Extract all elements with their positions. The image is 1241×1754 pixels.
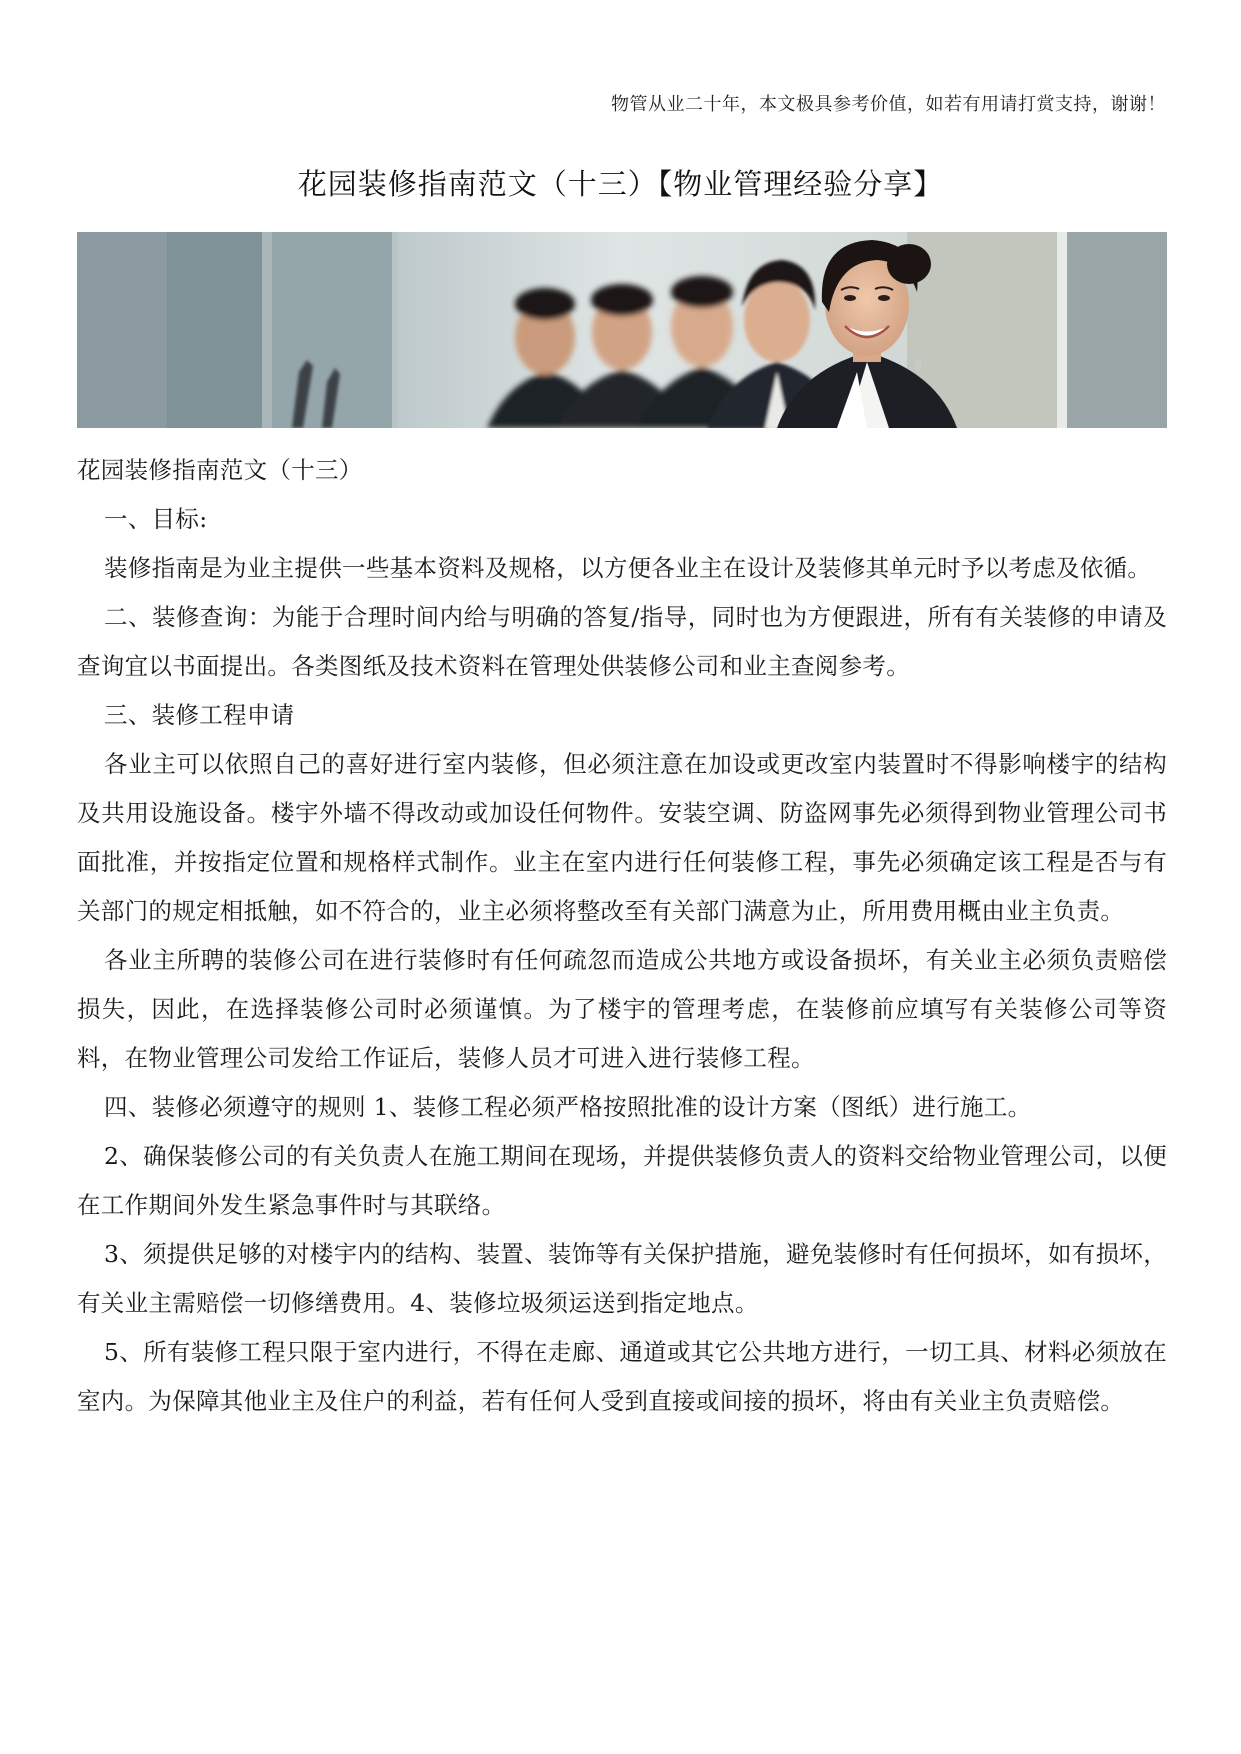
body-subtitle: 花园装修指南范文（十三） bbox=[77, 456, 363, 484]
paragraph: 三、装修工程申请 bbox=[104, 701, 295, 729]
banner-image bbox=[77, 232, 1167, 428]
document-title: 花园装修指南范文（十三）【物业管理经验分享】 bbox=[297, 167, 944, 201]
paragraph: 2、确保装修公司的有关负责人在施工期间在现场，并提供装修负责人的资料交给物业管理公司，以便在工作期间外发生紧急事件时与其联络。 bbox=[77, 1142, 1167, 1219]
document-body bbox=[77, 446, 1167, 1426]
paragraph: 装修指南是为业主提供一些基本资料及规格，以方便各业主在设计及装修其单元时予以考虑及依循。 bbox=[104, 554, 1152, 582]
paragraph: 二、装修查询：为能于合理时间内给与明确的答复/指导，同时也为方便跟进，所有有关装修的申请及查询宜以书面提出。各类图纸及技术资料在管理处供装修公司和业主查阅参考。 bbox=[77, 603, 1167, 680]
paragraph: 一、目标: bbox=[104, 505, 208, 533]
paragraph: 各业主所聘的装修公司在进行装修时有任何疏忽而造成公共地方或设备损坏，有关业主必须负责赔偿损失，因此，在选择装修公司时必须谨慎。为了楼宇的管理考虑，在装修前应填写有关装修公司等资料，在物业管理公司发给工作证后，装修人员才可进入进行装修工程。 bbox=[77, 946, 1167, 1072]
business-team-photo-icon bbox=[77, 232, 1167, 428]
paragraph: 各业主可以依照自己的喜好进行室内装修，但必须注意在加设或更改室内装置时不得影响楼宇的结构及共用设施设备。楼宇外墙不得改动或加设任何物件。安装空调、防盗网事先必须得到物业管理公司书面批准，并按指定位置和规格样式制作。业主在室内进行任何装修工程，事先必须确定该工程是否与有关部门的规定相抵触，如不符合的，业主必须将整改至有关部门满意为止，所用费用概由业主负责。 bbox=[77, 750, 1167, 925]
paragraph: 四、装修必须遵守的规则 1、装修工程必须严格按照批准的设计方案（图纸）进行施工。 bbox=[104, 1093, 1032, 1121]
paragraph: 3、须提供足够的对楼宇内的结构、装置、装饰等有关保护措施，避免装修时有任何损坏，如有损坏，有关业主需赔偿一切修缮费用。4、装修垃圾须运送到指定地点。 bbox=[77, 1240, 1167, 1317]
paragraph: 5、所有装修工程只限于室内进行，不得在走廊、通道或其它公共地方进行，一切工具、材料必须放在室内。为保障其他业主及住户的利益，若有任何人受到直接或间接的损坏，将由有关业主负责赔偿。 bbox=[77, 1338, 1167, 1415]
header-note: 物管从业二十年，本文极具参考价值，如若有用请打赏支持，谢谢！ bbox=[611, 94, 1166, 115]
